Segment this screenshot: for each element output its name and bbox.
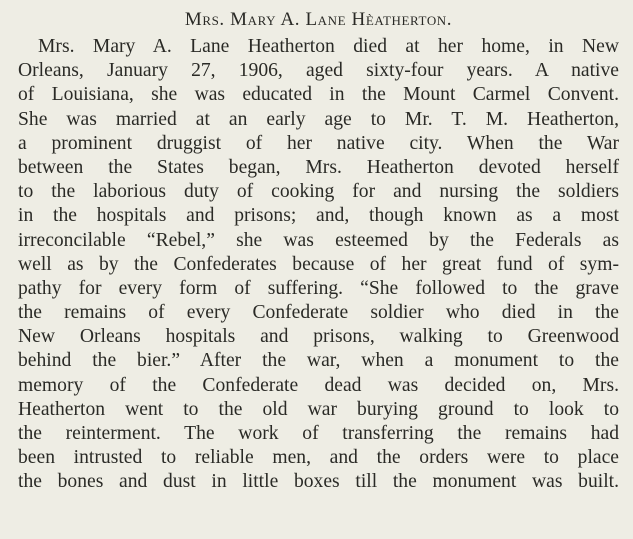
text-line: the bones and dust in little boxes till the monument was built. [18, 471, 619, 493]
text-line: the reinterment. The work of transferring the remains had [18, 423, 619, 444]
text-line: memory of the Confederate dead was decided on, Mrs. [18, 374, 619, 396]
text-line: irreconcilable “Rebel,” she was esteemed by the Federals as [18, 229, 619, 251]
text-line: She was married at an early age to Mr. T. M. Heatherton, [18, 108, 619, 130]
text-line: New Orleans hospitals and prisons, walking to Greenwood [18, 326, 619, 348]
text-line: behind the bier.” After the war, when a monument to the [18, 350, 619, 372]
text-line: pathy for every form of suffering. “She followed to the grave [18, 277, 619, 299]
text-line: in the hospitals and prisons; and, though known as a most [18, 205, 619, 227]
text-line: a prominent druggist of her native city. When the War [18, 132, 619, 154]
text-line: of Louisiana, she was educated in the Mount Carmel Convent. [18, 84, 619, 106]
article-body [18, 35, 619, 495]
text-line: the remains of every Confederate soldier who died in the [18, 302, 619, 324]
text-line: between the States began, Mrs. Heatherton devoted herself [18, 156, 619, 178]
article-title: Mrs. Mary A. Lane Hèatherton. [184, 9, 453, 30]
text-line: Orleans, January 27, 1906, aged sixty-four years. A native [18, 60, 619, 82]
text-line: Mrs. Mary A. Lane Heatherton died at her home, in New [38, 36, 619, 57]
text-line: to the laborious duty of cooking for and nursing the soldiers [18, 181, 619, 203]
text-line: well as by the Confederates because of her great fund of sym- [18, 253, 619, 275]
text-line: been intrusted to reliable men, and the orders were to place [18, 447, 619, 469]
text-line: Heatherton went to the old war burying ground to look to [18, 398, 619, 420]
